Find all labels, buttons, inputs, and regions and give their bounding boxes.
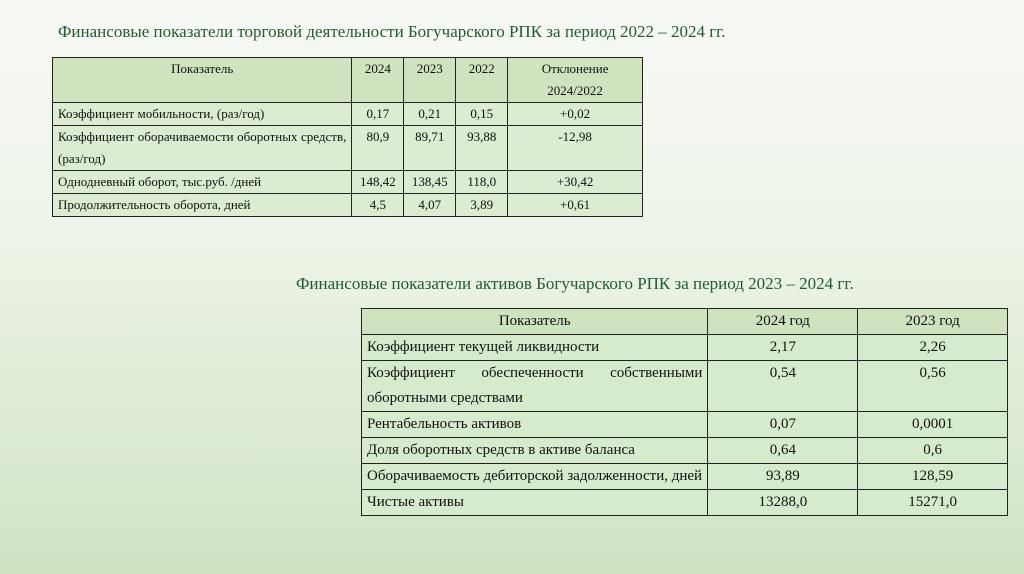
header-cell: 2023 — [404, 58, 456, 103]
header-cell: 2023 год — [858, 309, 1008, 335]
value-2024: 148,42 — [352, 171, 404, 194]
table-row — [53, 194, 643, 217]
value-2022: 0,15 — [456, 103, 508, 126]
indicator-name: Коэффициент обеспеченности собственными оборотными средствами — [362, 361, 708, 412]
value-2023: 138,45 — [404, 171, 456, 194]
value-2023: 89,71 — [404, 126, 456, 171]
value-2023: 0,6 — [858, 438, 1008, 464]
value-2023: 2,26 — [858, 335, 1008, 361]
indicator-name: Коэффициент текущей ликвидности — [362, 335, 708, 361]
value-2024: 13288,0 — [708, 490, 858, 516]
value-2023: 128,59 — [858, 464, 1008, 490]
value-2023: 0,21 — [404, 103, 456, 126]
indicator-name: Коэффициент оборачиваемости оборотных средств, (раз/год) — [53, 126, 352, 171]
table-row — [53, 171, 643, 194]
value-2023: 0,0001 — [858, 412, 1008, 438]
deviation: +0,61 — [508, 194, 643, 217]
value-2023: 0,56 — [858, 361, 1008, 412]
table-row — [362, 412, 1008, 438]
trade-indicators-table — [52, 57, 643, 217]
trade-indicators-title: Финансовые показатели торговой деятельности Богучарского РПК за период 2022 – 2024 гг. — [58, 22, 726, 41]
header-cell: Показатель — [53, 58, 352, 103]
value-2022: 93,88 — [456, 126, 508, 171]
deviation: +0,02 — [508, 103, 643, 126]
table-row — [362, 335, 1008, 361]
value-2023: 4,07 — [404, 194, 456, 217]
deviation: +30,42 — [508, 171, 643, 194]
header-cell: 2024 — [352, 58, 404, 103]
value-2024: 0,17 — [352, 103, 404, 126]
header-cell: 2022 — [456, 58, 508, 103]
assets-indicators-table — [361, 308, 1008, 516]
deviation: -12,98 — [508, 126, 643, 171]
table-header-row — [362, 309, 1008, 335]
indicator-name: Рентабельность активов — [362, 412, 708, 438]
indicator-name: Продолжительность оборота, дней — [53, 194, 352, 217]
value-2023: 15271,0 — [858, 490, 1008, 516]
value-2024: 0,54 — [708, 361, 858, 412]
value-2024: 0,64 — [708, 438, 858, 464]
table-row — [362, 490, 1008, 516]
value-2024: 2,17 — [708, 335, 858, 361]
value-2024: 0,07 — [708, 412, 858, 438]
indicator-name: Чистые активы — [362, 490, 708, 516]
header-cell: Показатель — [362, 309, 708, 335]
table-row — [53, 103, 643, 126]
indicator-name: Однодневный оборот, тыс.руб. /дней — [53, 171, 352, 194]
assets-indicators-title: Финансовые показатели активов Богучарского РПК за период 2023 – 2024 гг. — [296, 274, 854, 293]
value-2024: 80,9 — [352, 126, 404, 171]
table-row — [53, 126, 643, 171]
value-2022: 3,89 — [456, 194, 508, 217]
indicator-name: Доля оборотных средств в активе баланса — [362, 438, 708, 464]
indicator-name: Коэффициент мобильности, (раз/год) — [53, 103, 352, 126]
value-2022: 118,0 — [456, 171, 508, 194]
indicator-name: Оборачиваемость дебиторской задолженности, дней — [362, 464, 708, 490]
table-row — [362, 438, 1008, 464]
header-cell: Отклонение 2024/2022 — [508, 58, 643, 103]
table-row — [362, 464, 1008, 490]
table-row — [362, 361, 1008, 412]
table-header-row — [53, 58, 643, 103]
header-cell: 2024 год — [708, 309, 858, 335]
value-2024: 4,5 — [352, 194, 404, 217]
value-2024: 93,89 — [708, 464, 858, 490]
